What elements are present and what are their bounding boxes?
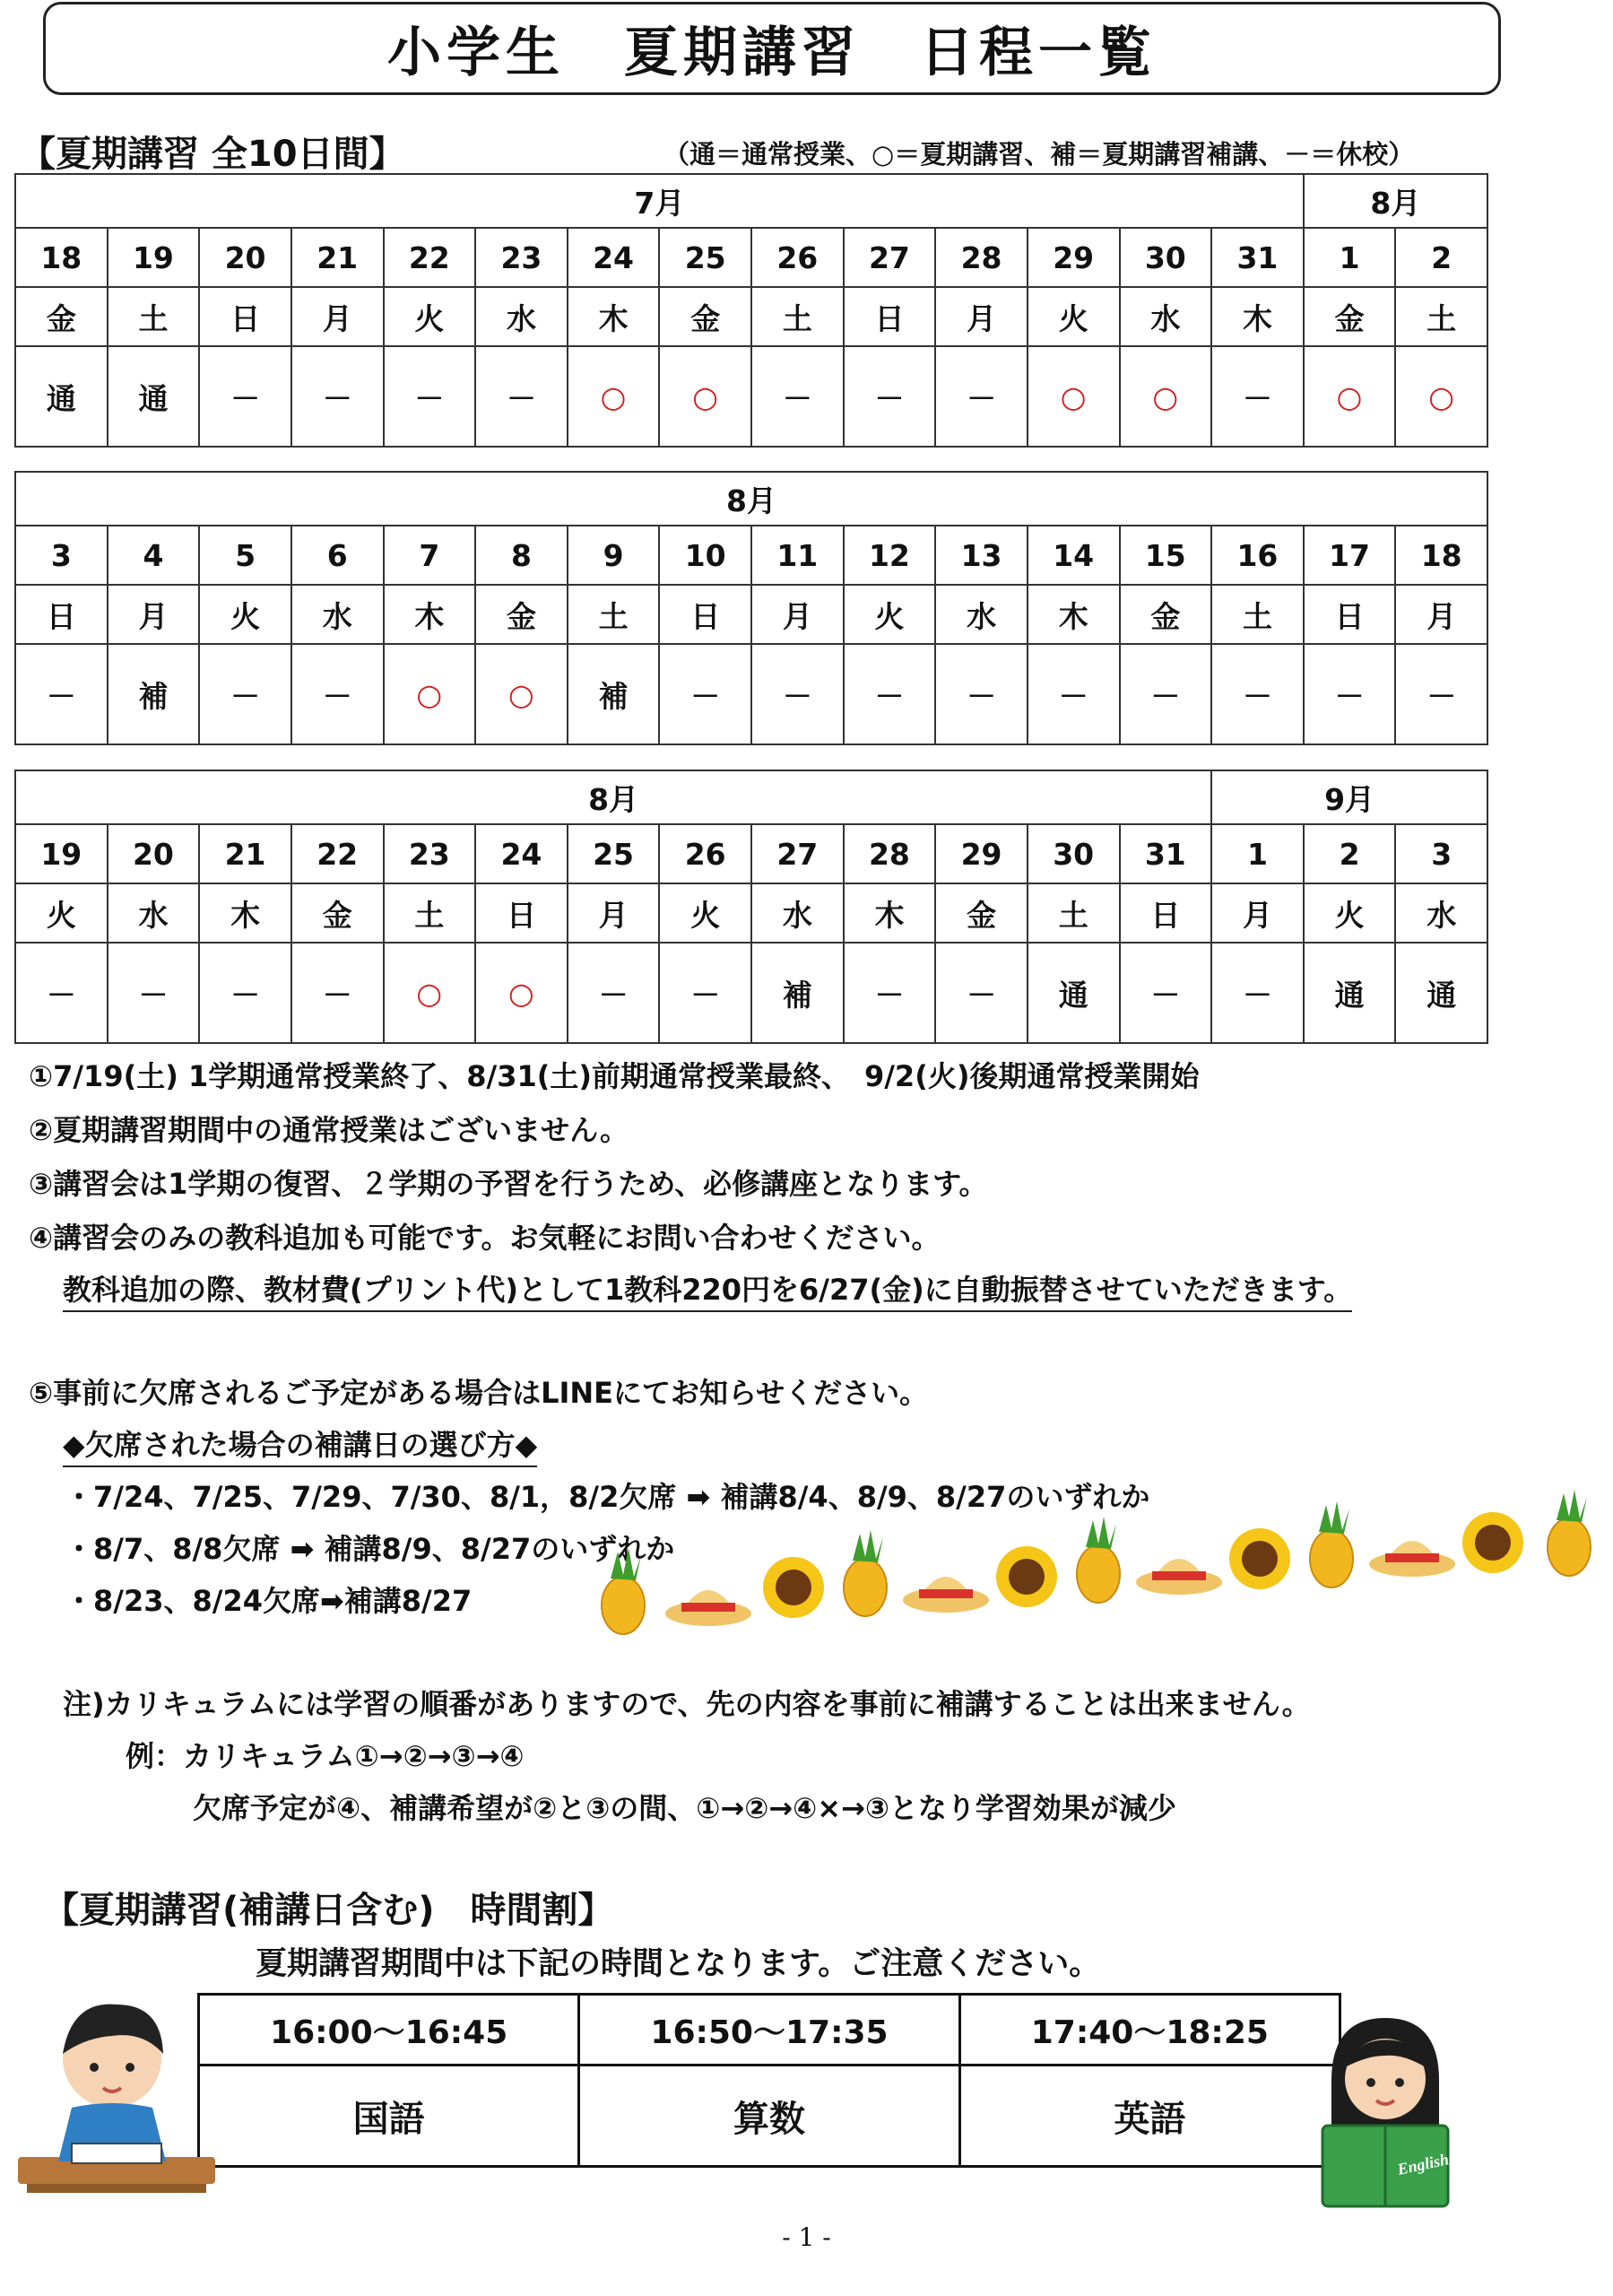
calendar-status-cell: － [199,644,291,744]
calendar-date-cell: 24 [568,228,660,287]
calendar-status-cell: 通 [1395,943,1487,1043]
calendar-weekday-cell: 月 [935,287,1028,346]
calendar-weekday-cell: 水 [1395,883,1487,943]
calendar-weekday-cell: 土 [751,287,844,346]
calendar-date-cell: 19 [15,824,108,883]
calendar-date-cell: 29 [1028,228,1120,287]
calendar-date-cell: 19 [108,228,200,287]
makeup-rule-3: ・8/23、8/24欠席➡補講8/27 [65,1584,473,1618]
calendar-date-cell: 27 [844,228,936,287]
pineapple-icon [1077,1517,1120,1603]
calendar-weekday-cell: 金 [475,585,568,644]
calendar-weekday-cell: 日 [659,585,751,644]
calendar-status-row [15,346,1487,447]
calendar-weekday-cell: 日 [15,585,108,644]
timetable [197,1993,1341,2168]
pineapple-icon [1310,1501,1353,1587]
calendar-status-cell: － [291,644,384,744]
calendar-date-cell: 1 [1304,228,1396,287]
calendar-date-row [15,526,1487,585]
calendar-month-row [15,472,1487,526]
calendar-status-cell: － [935,346,1028,447]
calendar-weekday-cell: 火 [659,883,751,943]
calendar-status-cell: 補 [108,644,200,744]
calendar-status-cell: － [844,943,936,1043]
sunflower-icon [1462,1512,1523,1573]
calendar-date-cell: 18 [15,228,108,287]
calendar-month-cell: 9月 [1211,770,1487,824]
sunflower-icon [1229,1528,1290,1589]
sunflower-icon [763,1557,824,1618]
calendar-date-cell: 21 [199,824,291,883]
calendar-date-cell: 21 [291,228,384,287]
note-2: ②夏期講習期間中の通常授業はございません。 [29,1113,629,1147]
timetable-time: 16:00～16:45 [199,1995,579,2066]
pineapple-icon [844,1530,887,1616]
calendar-block-august [14,471,1488,745]
calendar-weekday-cell: 日 [1304,585,1396,644]
calendar-status-cell: － [1211,346,1304,447]
timetable-subjects-row [199,2066,1340,2167]
calendar-weekday-cell: 木 [199,883,291,943]
book-text: English [1395,2150,1451,2179]
calendar-date-cell: 26 [659,824,751,883]
calendar-weekday-cell: 月 [568,883,660,943]
calendar-status-cell: － [935,943,1028,1043]
pineapple-icon [1548,1490,1591,1576]
calendar-date-cell: 14 [1028,526,1120,585]
calendar-weekday-row [15,287,1487,346]
sunflower-pineapple-hat-illustration [601,1489,1605,1655]
reading-girl-illustration [1305,2000,1466,2215]
calendar-date-cell: 4 [108,526,200,585]
calendar-status-cell: － [1211,943,1304,1043]
calendar-status-cell: － [1304,644,1396,744]
calendar-date-cell: 28 [935,228,1028,287]
calendar-status-cell: － [291,943,384,1043]
calendar-status-row [15,644,1487,744]
page-title: 小学生 夏期講習 日程一覧 [387,22,1157,84]
calendar-date-cell: 22 [291,824,384,883]
timetable-heading: 【夏期講習(補講日含む) 時間割】 [43,1890,614,1931]
page-number: - 1 - [782,2222,831,2252]
calendar-weekday-row [15,585,1487,644]
calendar-date-cell: 24 [475,824,568,883]
page-title-box [43,2,1501,95]
caution-note: 注)カリキュラムには学習の順番がありますので、先の内容を事前に補講することは出来ません。 [63,1687,1311,1721]
calendar-date-cell: 30 [1120,228,1212,287]
calendar-weekday-cell: 日 [844,287,936,346]
calendar-date-cell: 30 [1028,824,1120,883]
calendar-status-cell: － [199,943,291,1043]
calendar-status-cell: 通 [1304,943,1396,1043]
calendar-status-cell: ○ [568,346,660,447]
calendar-weekday-cell: 金 [1120,585,1212,644]
calendar-date-cell: 25 [659,228,751,287]
calendar-weekday-row [15,883,1487,943]
calendar-block-august-september [14,770,1488,1044]
calendar-date-cell: 15 [1120,526,1212,585]
calendar-status-cell: 補 [568,644,660,744]
calendar-date-cell: 10 [659,526,751,585]
legend: （通＝通常授業、○＝夏期講習、補＝夏期講習補講、－＝休校） [663,139,1415,170]
calendar-status-cell: － [568,943,660,1043]
studying-boy-illustration [9,1982,224,2206]
calendar-weekday-cell: 火 [1028,287,1120,346]
calendar-status-cell: － [1120,644,1212,744]
calendar-status-cell: ○ [1395,346,1487,447]
calendar-weekday-cell: 水 [291,585,384,644]
calendar-weekday-cell: 土 [568,585,660,644]
calendar-date-cell: 3 [15,526,108,585]
calendar-status-cell: － [1395,644,1487,744]
calendar-status-cell: － [935,644,1028,744]
example-line-1: 例：カリキュラム①→②→③→④ [126,1739,525,1773]
calendar-weekday-cell: 土 [1211,585,1304,644]
makeup-rule-2: ・8/7、8/8欠席 ➡ 補講8/9、8/27のいずれか [65,1532,675,1566]
calendar-date-cell: 3 [1395,824,1487,883]
calendar-weekday-cell: 月 [1211,883,1304,943]
calendar-status-cell: － [15,644,108,744]
calendar-weekday-cell: 火 [384,287,476,346]
timetable-subject: 国語 [199,2066,579,2167]
calendar-status-cell: － [844,346,936,447]
calendar-status-cell: － [15,943,108,1043]
calendar-date-cell: 31 [1211,228,1304,287]
calendar-status-cell: － [751,346,844,447]
calendar-weekday-cell: 木 [844,883,936,943]
calendar-weekday-cell: 土 [1028,883,1120,943]
calendar-weekday-cell: 火 [15,883,108,943]
calendar-weekday-cell: 月 [108,585,200,644]
calendar-weekday-cell: 水 [751,883,844,943]
calendar-date-cell: 13 [935,526,1028,585]
calendar-weekday-cell: 木 [1028,585,1120,644]
calendar-date-cell: 22 [384,228,476,287]
calendar-weekday-cell: 月 [751,585,844,644]
calendar-date-cell: 23 [384,824,476,883]
calendar-weekday-cell: 月 [291,287,384,346]
calendar-date-cell: 27 [751,824,844,883]
calendar-weekday-cell: 金 [659,287,751,346]
calendar-date-cell: 16 [1211,526,1304,585]
calendar-weekday-cell: 水 [935,585,1028,644]
calendar-status-cell: － [291,346,384,447]
calendar-weekday-cell: 土 [1395,287,1487,346]
calendar-status-row [15,943,1487,1043]
timetable-subject: 英語 [959,2066,1340,2167]
calendar-status-cell: － [844,644,936,744]
calendar-month-row [15,174,1487,228]
pineapple-icon [602,1548,645,1634]
calendar-date-cell: 18 [1395,526,1487,585]
calendar-weekday-cell: 木 [568,287,660,346]
calendar-date-cell: 26 [751,228,844,287]
calendar-weekday-cell: 月 [1395,585,1487,644]
calendar-month-row [15,770,1487,824]
calendar-weekday-cell: 日 [1120,883,1212,943]
note-3: ③講習会は1学期の復習、２学期の予習を行うため、必修講座となります。 [29,1167,988,1201]
note-4: ④講習会のみの教科追加も可能です。お気軽にお問い合わせください。 [29,1221,941,1255]
note-4-detail [63,1267,1352,1309]
straw-hat-icon [1369,1541,1455,1577]
calendar-status-cell: － [1028,644,1120,744]
calendar-status-cell: － [1120,943,1212,1043]
example-line-2: 欠席予定が④、補講希望が②と③の間、①→②→④×→③となり学習効果が減少 [193,1791,1176,1825]
calendar-status-cell: ○ [475,644,568,744]
calendar-weekday-cell: 土 [108,287,200,346]
calendar-weekday-cell: 金 [1304,287,1396,346]
calendar-date-cell: 2 [1395,228,1487,287]
calendar-date-cell: 5 [199,526,291,585]
calendar-weekday-cell: 金 [15,287,108,346]
calendar-weekday-cell: 水 [475,287,568,346]
calendar-weekday-cell: 日 [199,287,291,346]
calendar-status-cell: ○ [384,644,476,744]
calendar-weekday-cell: 日 [475,883,568,943]
calendar-date-cell: 6 [291,526,384,585]
calendar-status-cell: － [659,943,751,1043]
timetable-time: 17:40～18:25 [959,1995,1340,2066]
calendar-weekday-cell: 木 [384,585,476,644]
calendar-status-cell: － [475,346,568,447]
calendar-date-cell: 9 [568,526,660,585]
calendar-date-cell: 7 [384,526,476,585]
timetable-times-row [199,1995,1340,2066]
note-1: ①7/19(土) 1学期通常授業終了、8/31(土)前期通常授業最終、 9/2(火)後期通常授業開始 [29,1059,1200,1093]
timetable-time: 16:50～17:35 [579,1995,959,2066]
note-4-detail-text: 教科追加の際、教材費(プリント代)として1教科220円を6/27(金)に自動振替させていただきます。 [63,1273,1352,1312]
straw-hat-icon [903,1577,989,1613]
makeup-subheading-text: ◆欠席された場合の補講日の選び方◆ [63,1428,537,1467]
calendar-status-cell: － [108,943,200,1043]
calendar-status-cell: － [751,644,844,744]
calendar-date-cell: 1 [1211,824,1304,883]
calendar-date-cell: 2 [1304,824,1396,883]
calendar-weekday-cell: 火 [199,585,291,644]
calendar-date-cell: 20 [199,228,291,287]
calendar-date-cell: 25 [568,824,660,883]
calendar-status-cell: － [384,346,476,447]
calendar-month-cell: 8月 [15,472,1487,526]
calendar-month-cell: 8月 [1304,174,1487,228]
calendar-status-cell: ○ [659,346,751,447]
calendar-weekday-cell: 金 [935,883,1028,943]
calendar-date-cell: 23 [475,228,568,287]
calendar-weekday-cell: 水 [1120,287,1212,346]
calendar-weekday-cell: 木 [1211,287,1304,346]
calendar-weekday-cell: 土 [384,883,476,943]
calendar-month-cell: 8月 [15,770,1211,824]
makeup-rule-1: ・7/24、7/25、7/29、7/30、8/1，8/2欠席 ➡ 補講8/4、8/9、8/27のいずれか [65,1480,1150,1514]
calendar-weekday-cell: 金 [291,883,384,943]
timetable-subject: 算数 [579,2066,959,2167]
calendar-status-cell: ○ [475,943,568,1043]
calendar-weekday-cell: 水 [108,883,200,943]
calendar-status-cell: 通 [15,346,108,447]
calendar-status-cell: ○ [1028,346,1120,447]
note-5: ⑤事前に欠席されるご予定がある場合はLINEにてお知らせください。 [29,1376,929,1410]
timetable-note: 夏期講習期間中は下記の時間となります。ご注意ください。 [256,1946,1101,1982]
calendar-date-cell: 20 [108,824,200,883]
calendar-weekday-cell: 火 [844,585,936,644]
calendar-month-cell: 7月 [15,174,1304,228]
calendar-status-cell: － [199,346,291,447]
calendar-date-row [15,228,1487,287]
straw-hat-icon [1136,1559,1222,1595]
calendar-block-july [14,173,1488,448]
calendar-status-cell: 通 [108,346,200,447]
sunflower-icon [996,1546,1057,1607]
calendar-status-cell: － [1211,644,1304,744]
calendar-date-cell: 12 [844,526,936,585]
calendar-date-cell: 29 [935,824,1028,883]
calendar-status-cell: 通 [1028,943,1120,1043]
calendar-date-row [15,824,1487,883]
calendar-date-cell: 17 [1304,526,1396,585]
calendar-status-cell: － [659,644,751,744]
section-heading: 【夏期講習 全10日間】 [20,134,405,175]
straw-hat-icon [665,1590,751,1626]
calendar-date-cell: 31 [1120,824,1212,883]
calendar-status-cell: ○ [1304,346,1396,447]
calendar-date-cell: 28 [844,824,936,883]
calendar-status-cell: 補 [751,943,844,1043]
calendar-date-cell: 11 [751,526,844,585]
makeup-subheading [63,1422,537,1464]
calendar-status-cell: ○ [1120,346,1212,447]
calendar-status-cell: ○ [384,943,476,1043]
calendar-date-cell: 8 [475,526,568,585]
calendar-weekday-cell: 火 [1304,883,1396,943]
